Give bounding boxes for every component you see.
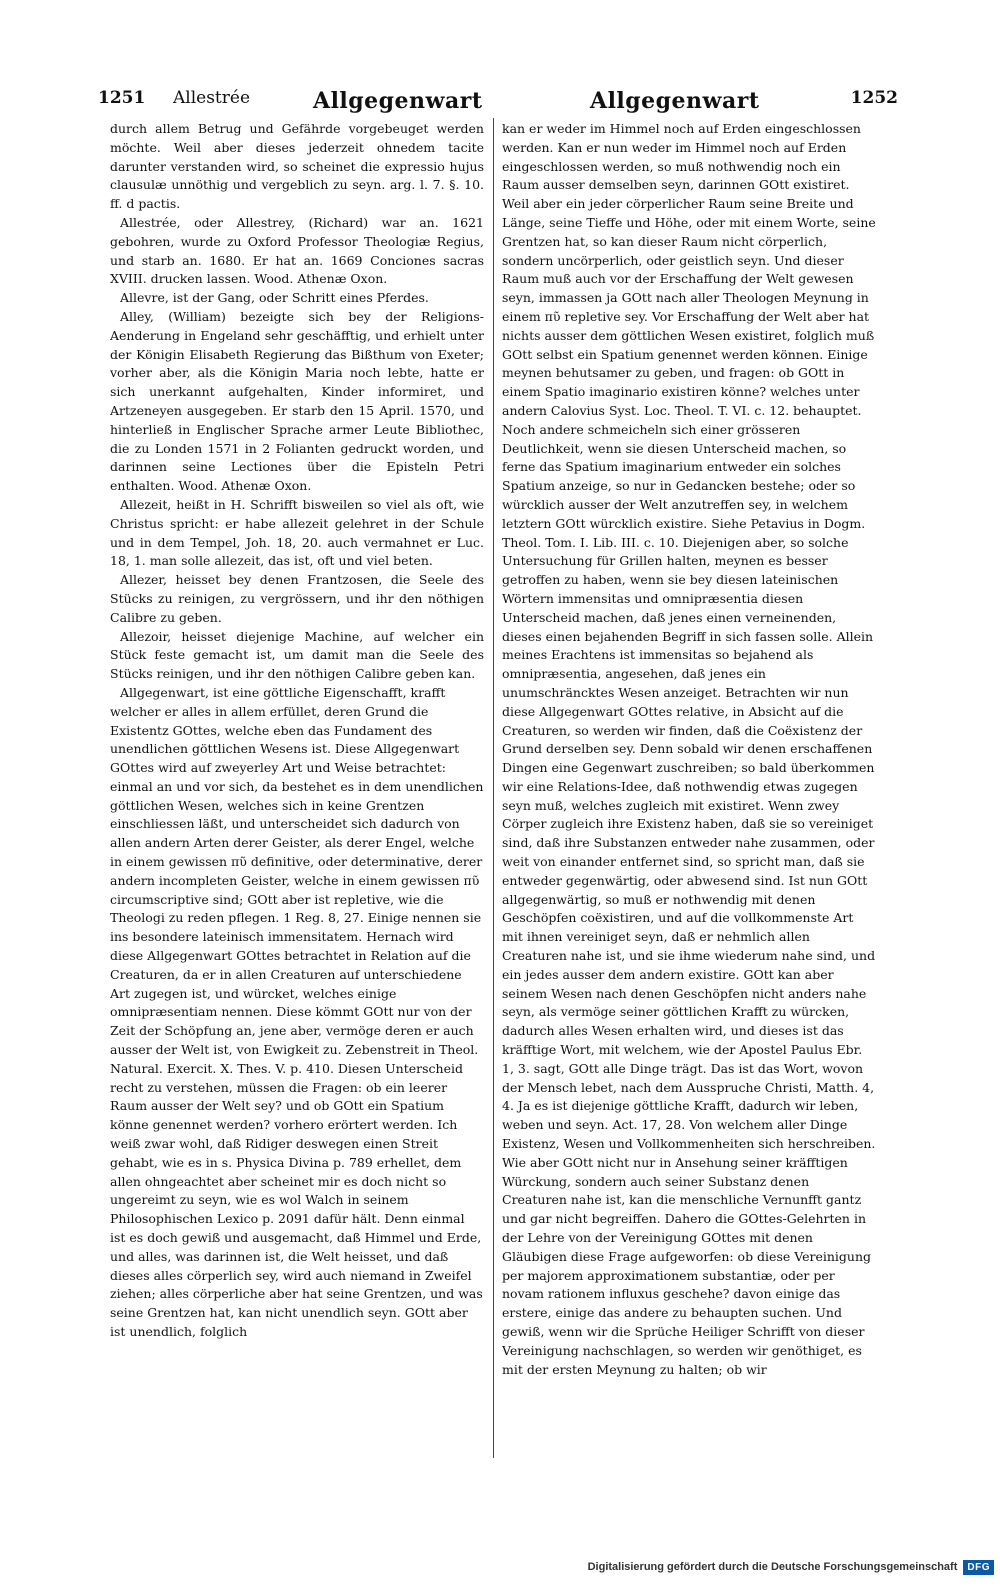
column-divider xyxy=(493,118,494,1458)
text-column-right xyxy=(502,120,876,1465)
entry-allgegenwart: Allgegenwart, ist eine göttliche Eigenschafft, krafft welcher er alles in allem erfüllet, deren Grund die Existentz GOttes, welche eben das Fundament des unendlichen göttlichen Wesens ist. Diese Allgegenwart GOttes wird auf zweyerley Art und Weise betrachtet: einmal an und vor sich, da bestehet es in dem unendlichen göttlichen Wesen, welches sich in keine Grentzen einschliessen läßt, und unterscheidet sich dadurch von allen andern Arten derer Geister, als derer Engel, welche in einem gewissen πῦ definitive, oder determinative, derer andern incompleten Geister, welche in einem gewissen πῦ circumscriptive sind; GOtt aber ist repletive, wie die Theologi zu reden pflegen. 1 Reg. 8, 27. Einige nennen sie ins besondere lateinisch immensitatem. Hernach wird diese Allgegenwart GOttes betrachtet in Relation auf die Creaturen, da er in allen Creaturen auf unterschiedene Art zugegen ist, und würcket, welches einige omnipræsentiam nennen. Diese kömmt GOtt nur von der Zeit der Schöpfung an, jene aber, vermöge deren er auch ausser der Welt ist, von Ewigkeit zu. Zebenstreit in Theol. Natural. Exercit. X. Thes. V. p. 410. Diesen Unterscheid recht zu verstehen, müssen die Fragen: ob ein leerer Raum ausser der Welt sey? und ob GOtt ein Spatium könne genennet werden? vorhero erörtert werden. Ich weiß zwar wohl, daß Ridiger deswegen einen Streit gehabt, wie es in s. Physica Divina p. 789 erhellet, dem allen ohngeachtet aber scheinet mir es doch nicht so ungereimt zu seyn, wie es wol Walch in seinem Philosophischen Lexico p. 2091 dafür hält. Denn einmal ist es doch gewiß und ausgemacht, daß Himmel und Erde, und alles, was darinnen ist, die Welt heisset, und daß dieses alles cörperlich sey, wird auch niemand in Zweifel ziehen; alles cörperliche aber hat seine Grentzen, und was seine Grentzen hat, kan nicht unendlich seyn. GOtt aber ist unendlich, folglich xyxy=(110,684,484,1339)
page-number-right: 1252 xyxy=(850,88,898,108)
page-number-left: 1251 xyxy=(98,88,146,108)
catchword-left: Allestrée xyxy=(173,88,251,108)
entry-allevre: Allevre, ist der Gang, oder Schritt eines Pferdes. xyxy=(120,290,429,306)
entry-allezoir: Allezoir, heisset diejenige Machine, auf welcher ein Stück feste gemacht ist, um damit man die Seele des Stücks reinigen, und ihr den nöthigen Calibre geben kan. xyxy=(110,628,484,682)
text-column-left xyxy=(110,120,484,1465)
running-header xyxy=(98,88,898,114)
digitization-footer xyxy=(588,1558,994,1576)
entry-allezeit: Allezeit, heißt in H. Schrifft bisweilen so viel als oft, wie Christus spricht: er habe allezeit gelehret in der Schule und in dem Tempel, Joh. 18, 20. auch vermahnet er Luc. 18, 1. man solle allezeit, das ist, oft und viel beten. xyxy=(110,496,484,569)
keyword-right: Allgegenwart xyxy=(590,88,760,114)
entry-alley: Alley, (William) bezeigte sich bey der Religions-Aenderung in Engeland sehr geschäfftig, und erhielt unter der Königin Elisabeth Regierung das Bißthum von Exeter; vorher aber, als die Königin Maria noch lebte, hatte er sich unerkannt aufgehalten, Kinder informiret, und Artzeneyen ausgegeben. Er starb den 15 April. 1570, und hinterließ in Englischer Sprache armer Leute Bibliothec, die zu Londen 1571 in 2 Folianten gedruckt worden, und darinnen seine Lectiones über die Episteln Petri enthalten. Wood. Athenæ Oxon. xyxy=(110,308,484,494)
paragraph-continuation: kan er weder im Himmel noch auf Erden eingeschlossen werden. Kan er nun weder im Himmel noch auf Erden eingeschlossen werden, so muß nothwendig noch ein Raum ausser demselben seyn, darinnen GOtt existiret. Weil aber ein jeder cörperlicher Raum seine Breite und Länge, seine Tieffe und Höhe, oder mit einem Worte, seine Grentzen hat, so kan dieser Raum nicht cörperlich, sondern uncörperlich, oder geistlich seyn. Und dieser Raum muß auch vor der Erschaffung der Welt gewesen seyn, immassen ja GOtt nach aller Theologen Meynung in einem πῦ repletive sey. Vor Erschaffung der Welt aber hat nichts ausser dem göttlichen Wesen existiret, folglich muß GOtt selbst ein Spatium genennet werden können. Einige meynen behutsamer zu geben, und fragen: ob GOtt in einem Spatio imaginario existiren könne? welches unter andern Calovius Syst. Loc. Theol. T. VI. c. 12. behauptet. Noch andere schmeicheln sich einer grösseren Deutlichkeit, wenn sie diesen Unterscheid machen, so ferne das Spatium imaginarium entweder ein solches Spatium anzeige, so nur in Gedancken bestehe; oder so würcklich ausser der Welt anzutreffen sey, in welchem letztern GOtt würcklich existire. Siehe Petavius in Dogm. Theol. Tom. I. Lib. III. c. 10. Diejenigen aber, so solche Untersuchung für Grillen halten, meynen es besser getroffen zu haben, wenn sie bey diesen lateinischen Wörtern immensitas und omnipræsentia diesen Unterscheid machen, daß jenes einen verneinenden, dieses einen bejahenden Begriff in sich fassen solle. Allein meines Erachtens ist immensitas so bejahend als omnipræsentia, angesehen, daß jenes ein unumschräncktes Wesen anzeiget. Betrachten wir nun diese Allgegenwart GOttes relative, in Absicht auf die Creaturen, so werden wir finden, daß die Coëxistenz der Grund derselben sey. Denn sobald wir denen erschaffenen Dingen eine Gegenwart zuschreiben; so bald überkommen wir eine Relations-Idee, daß nothwendig etwas zugegen seyn muß, welches zugleich mit existiret. Wenn zwey Cörper zugleich ihre Existenz haben, daß sie so vereiniget sind, daß ihre Substanzen entweder nahe zusammen, oder weit von einander entfernet sind, so spricht man, daß sie entweder gegenwärtig, oder abwesend sind. Ist nun GOtt allgegenwärtig, so muß er nothwendig mit denen Geschöpfen coëxistiren, und auf die vollkommenste Art mit ihnen vereiniget seyn, daß er nehmlich allen Creaturen nahe ist, und sie ihme wiederum nahe sind, und ein jedes ausser dem andern existire. GOtt kan aber seinem Wesen nach denen Geschöpfen nicht anders nahe seyn, als vermöge seiner göttlichen Krafft zu würcken, dadurch alles Wesen erhalten wird, und dieses ist das kräfftige Wort, mit welchem, wie der Apostel Paulus Ebr. 1, 3. sagt, GOtt alle Dinge trägt. Das ist das Wort, wovon der Mensch lebet, nach dem Ausspruche Christi, Matth. 4, 4. Ja es ist diejenige göttliche Krafft, dadurch wir leben, weben und seyn. Act. 17, 28. Von welchem aller Dinge Existenz, Wesen und Vollkommenheiten sich herschreiben. Wie aber GOtt nicht nur in Ansehung seiner kräfftigen Würckung, sondern auch seiner Substanz denen Creaturen nahe ist, kan die menschliche Vernunfft gantz und gar nicht begreiffen. Dahero die GOttes-Gelehrten in der Lehre von der Vereinigung GOttes mit denen Gläubigen diese Frage aufgeworfen: ob diese Vereinigung per majorem approximationem substantiæ, oder per novam rationem influxus geschehe? davon einige das erstere, einige das andere zu behaupten suchen. Und gewiß, wenn wir die Sprüche Heiliger Schrifft von dieser Vereinigung nachschlagen, so werden wir genöthiget, es mit der ersten Meynung zu halten; ob wir xyxy=(502,121,876,1377)
footer-text: Digitalisierung gefördert durch die Deutsche Forschungsgemeinschaft xyxy=(587,1561,958,1573)
entry-allestree: Allestrée, oder Allestrey, (Richard) war an. 1621 gebohren, wurde zu Oxford Professor Theologiæ Regius, und starb an. 1680. Er hat an. 1669 Conciones sacras XVIII. drucken lassen. Wood. Athenæ Oxon. xyxy=(110,214,484,287)
entry-allezer: Allezer, heisset bey denen Frantzosen, die Seele des Stücks zu reinigen, zu vergrössern, und ihr den nöthigen Calibre zu geben. xyxy=(110,572,484,625)
keyword-left: Allgegenwart xyxy=(313,88,483,114)
paragraph-continuation: durch allem Betrug und Gefährde vorgebeuget werden möchte. Weil aber dieses jederzeit ohnedem tacite darunter verstanden wird, so scheinet die expressio hujus clausulæ unnöthig und vergeblich zu seyn. arg. l. 7. §. 10. ff. d pactis. xyxy=(110,121,484,212)
dfg-logo: DFG xyxy=(963,1560,994,1575)
